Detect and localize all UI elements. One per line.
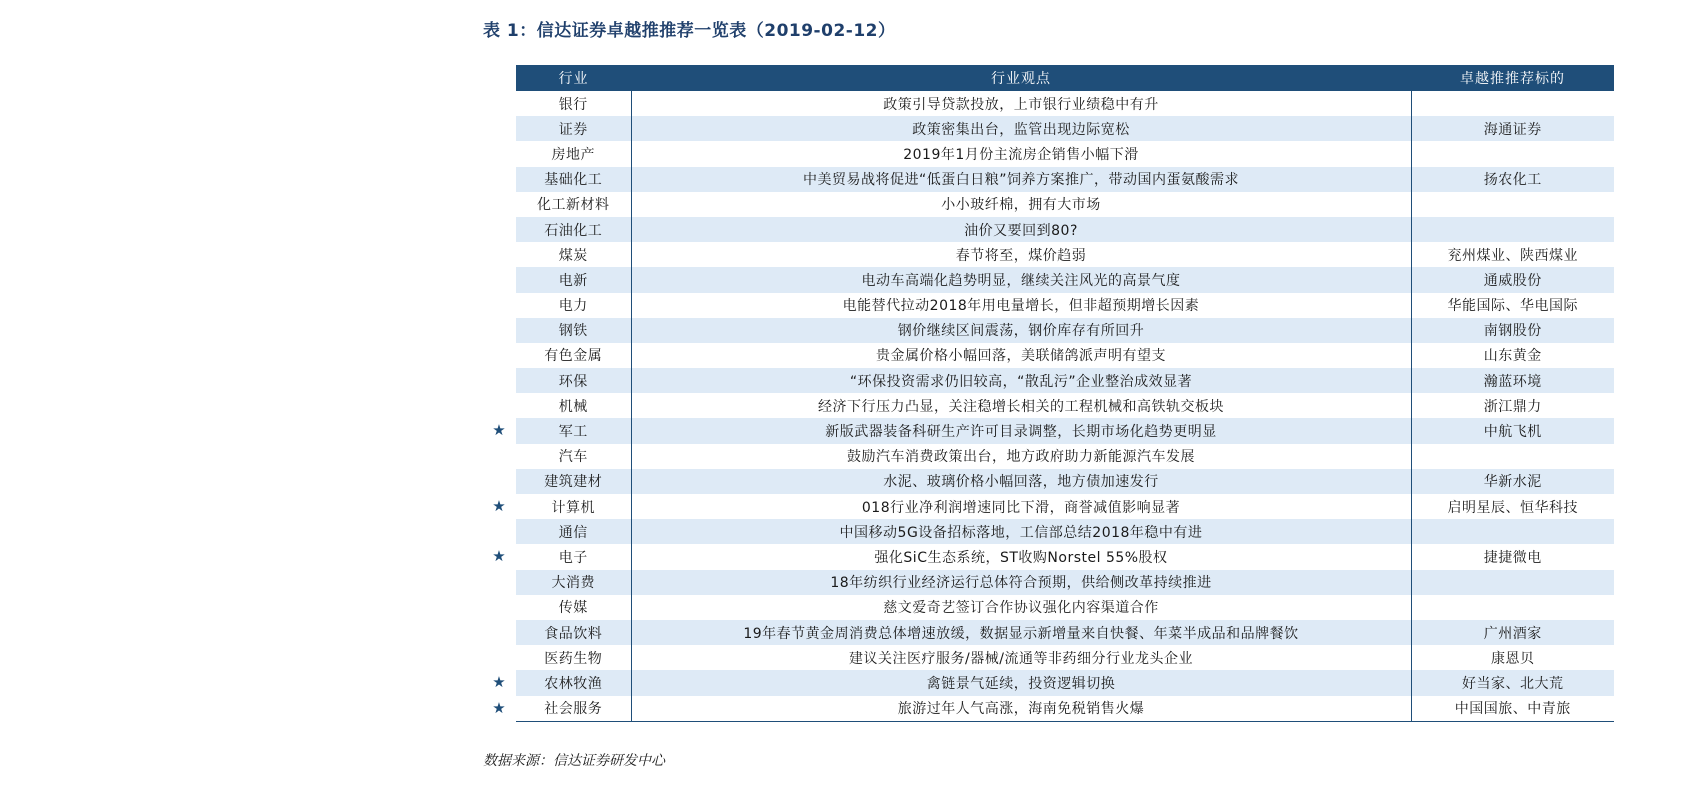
- industry-view-cell: 新版武器装备科研生产许可目录调整，长期市场化趋势更明显: [631, 418, 1411, 443]
- table-row: [516, 141, 1614, 166]
- recommended-stock-cell: 中航飞机: [1411, 418, 1614, 443]
- recommended-stock-cell: [1411, 595, 1614, 620]
- recommended-stock-cell: [1411, 217, 1614, 242]
- industry-cell: 化工新材料: [537, 197, 610, 214]
- table-row: [516, 293, 1614, 318]
- table-row: [516, 670, 1614, 695]
- industry-view-cell: 经济下行压力凸显，关注稳增长相关的工程机械和高铁轨交板块: [631, 393, 1411, 418]
- industry-cell: 军工: [516, 418, 631, 443]
- recommendation-table: [516, 65, 1614, 722]
- industry-view-cell: 油价又要回到80?: [631, 217, 1411, 242]
- industry-cell: 大消费: [516, 570, 631, 595]
- industry-cell: 房地产: [551, 146, 595, 163]
- industry-cell: 通信: [516, 519, 631, 544]
- industry-view-cell: 旅游过年人气高涨，海南免税销售火爆: [631, 696, 1411, 722]
- industry-cell: 有色金属: [544, 348, 603, 365]
- recommended-stock-cell: 广州酒家: [1411, 620, 1614, 645]
- table-row: [516, 570, 1614, 595]
- table-row: [516, 267, 1614, 292]
- star-icon: ★: [492, 698, 506, 717]
- table-row: [516, 318, 1614, 343]
- industry-view-cell: 小小玻纤棉，拥有大市场: [631, 192, 1411, 217]
- star-icon: ★: [492, 497, 506, 515]
- table-row: [516, 343, 1614, 368]
- table-row: [516, 368, 1614, 393]
- industry-cell: 环保: [516, 368, 631, 393]
- recommended-stock-cell: [1411, 91, 1614, 116]
- recommendation-table-wrap: [516, 65, 1614, 722]
- table-row: [516, 116, 1614, 141]
- star-slot-empty: [488, 444, 510, 469]
- table-row: [516, 544, 1614, 569]
- table-row: [516, 91, 1614, 116]
- star-slot-empty: [488, 595, 510, 620]
- recommended-stock-cell: 山东黄金: [1483, 348, 1542, 365]
- recommended-stock-cell: 南钢股份: [1411, 318, 1614, 343]
- star-slot-empty: [488, 242, 510, 267]
- industry-cell: 汽车: [558, 449, 588, 466]
- industry-view-cell: 建议关注医疗服务/器械/流通等非药细分行业龙头企业: [631, 645, 1411, 670]
- table-body: [516, 91, 1614, 721]
- star-icon: ★: [492, 547, 506, 566]
- industry-cell: 电新: [516, 267, 631, 292]
- recommended-stock-cell: 瀚蓝环境: [1411, 368, 1614, 393]
- recommended-stock-cell: 好当家、北大荒: [1411, 670, 1614, 695]
- star-icon: ★: [492, 421, 506, 440]
- star-slot-empty: [488, 141, 510, 166]
- industry-cell: 石油化工: [516, 217, 631, 242]
- table-row: [516, 620, 1614, 645]
- industry-view-cell: 电能替代拉动2018年用电量增长，但非超预期增长因素: [631, 293, 1411, 318]
- recommended-stock-cell: 扬农化工: [1411, 167, 1614, 192]
- industry-view-cell: 春节将至，煤价趋弱: [631, 242, 1411, 267]
- table-row: [516, 418, 1614, 443]
- industry-cell: 煤炭: [558, 247, 588, 264]
- industry-cell: 建筑建材: [516, 469, 631, 494]
- industry-cell: 银行: [558, 96, 588, 113]
- industry-view-cell: 中国移动5G设备招标落地，工信部总结2018年稳中有进: [631, 519, 1411, 544]
- table-row: [516, 595, 1614, 620]
- star-slot-empty: [488, 570, 510, 595]
- industry-cell: 钢铁: [516, 318, 631, 343]
- star-slot-empty: [488, 217, 510, 242]
- industry-view-cell: 18年纺织行业经济运行总体符合预期，供给侧改革持续推进: [631, 570, 1411, 595]
- industry-view-cell: 慈文爱奇艺签订合作协议强化内容渠道合作: [631, 595, 1411, 620]
- industry-view-cell: 钢价继续区间震荡，钢价库存有所回升: [631, 318, 1411, 343]
- star-slot-empty: [488, 469, 510, 494]
- table-row: [516, 519, 1614, 544]
- industry-view-cell: 政策引导贷款投放，上市银行业绩稳中有升: [631, 91, 1411, 116]
- recommended-stock-cell: [1411, 570, 1614, 595]
- header-picks: 卓越推推荐标的: [1411, 65, 1614, 91]
- table-row: [516, 167, 1614, 192]
- industry-view-cell: 2019年1月份主流房企销售小幅下滑: [631, 141, 1411, 166]
- industry-cell: 电子: [558, 549, 588, 566]
- industry-cell: 基础化工: [516, 167, 631, 192]
- recommended-stock-cell: 兖州煤业、陕西煤业: [1447, 247, 1578, 264]
- table-header-row: [516, 65, 1614, 91]
- star-slot-empty: [488, 519, 510, 544]
- recommended-stock-cell: [1411, 519, 1614, 544]
- header-industry: 行业: [516, 65, 631, 91]
- star-slot-empty: [488, 620, 510, 645]
- recommended-stock-cell: [1411, 444, 1614, 469]
- star-slot-empty: [488, 645, 510, 670]
- recommended-stock-cell: 康恩贝: [1491, 650, 1535, 667]
- industry-view-cell: 政策密集出台，监管出现边际宽松: [631, 116, 1411, 141]
- industry-view-cell: 强化SiC生态系统，ST收购Norstel 55%股权: [631, 544, 1411, 569]
- table-row: [516, 217, 1614, 242]
- star-slot-empty: [488, 343, 510, 368]
- industry-cell: 食品饮料: [516, 620, 631, 645]
- industry-cell: 证券: [516, 116, 631, 141]
- industry-view-cell: 中美贸易战将促进“低蛋白日粮”饲养方案推广，带动国内蛋氨酸需求: [631, 167, 1411, 192]
- industry-view-cell: “环保投资需求仍旧较高，“散乱污”企业整治成效显著: [631, 368, 1411, 393]
- table-row: [516, 645, 1614, 670]
- star-slot-empty: [488, 293, 510, 318]
- industry-view-cell: 19年春节黄金周消费总体增速放缓，数据显示新增量来自快餐、年菜半成品和品牌餐饮: [631, 620, 1411, 645]
- table-row: [516, 444, 1614, 469]
- star-slot-empty: [488, 167, 510, 192]
- industry-view-cell: 电动车高端化趋势明显，继续关注风光的高景气度: [631, 267, 1411, 292]
- table-row: [516, 242, 1614, 267]
- table-row: [516, 696, 1614, 722]
- star-slot-empty: [488, 393, 510, 418]
- recommended-stock-cell: [1411, 192, 1614, 217]
- table-row: [516, 469, 1614, 494]
- table-row: [516, 192, 1614, 217]
- page-title: 表 1：信达证券卓越推推荐一览表（2019-02-12）: [483, 21, 896, 41]
- industry-cell: 计算机: [551, 499, 595, 516]
- table-row: [516, 494, 1614, 519]
- star-slot-empty: [488, 267, 510, 292]
- star-slot-empty: [488, 192, 510, 217]
- recommended-stock-cell: 中国国旅、中青旅: [1411, 696, 1614, 722]
- star-slot-empty: [488, 318, 510, 343]
- industry-cell: 医药生物: [544, 650, 603, 667]
- industry-view-cell: 贵金属价格小幅回落，美联储鸽派声明有望支: [631, 343, 1411, 368]
- industry-cell: 机械: [558, 398, 588, 415]
- table-row: [516, 393, 1614, 418]
- star-slot-empty: [488, 91, 510, 116]
- industry-cell: 传媒: [558, 600, 588, 617]
- star-markers: [488, 91, 510, 721]
- industry-view-cell: 禽链景气延续，投资逻辑切换: [631, 670, 1411, 695]
- recommended-stock-cell: 浙江鼎力: [1483, 398, 1542, 415]
- recommended-stock-cell: [1411, 141, 1614, 166]
- header-view: 行业观点: [631, 65, 1411, 91]
- industry-cell: 电力: [558, 298, 588, 315]
- recommended-stock-cell: 华能国际、华电国际: [1447, 298, 1578, 315]
- star-icon: ★: [492, 673, 506, 692]
- star-slot-empty: [488, 368, 510, 393]
- star-slot-empty: [488, 116, 510, 141]
- industry-view-cell: 018行业净利润增速同比下滑，商誉减值影响显著: [631, 494, 1411, 519]
- industry-view-cell: 水泥、玻璃价格小幅回落，地方债加速发行: [631, 469, 1411, 494]
- industry-view-cell: 鼓励汽车消费政策出台，地方政府助力新能源汽车发展: [631, 444, 1411, 469]
- recommended-stock-cell: 通威股份: [1411, 267, 1614, 292]
- recommended-stock-cell: 华新水泥: [1411, 469, 1614, 494]
- recommended-stock-cell: 捷捷微电: [1483, 549, 1542, 566]
- industry-cell: 农林牧渔: [516, 670, 631, 695]
- industry-cell: 社会服务: [516, 696, 631, 722]
- recommended-stock-cell: 海通证券: [1411, 116, 1614, 141]
- recommended-stock-cell: 启明星辰、恒华科技: [1447, 499, 1578, 516]
- source-note: 数据来源：信达证券研发中心: [483, 753, 665, 769]
